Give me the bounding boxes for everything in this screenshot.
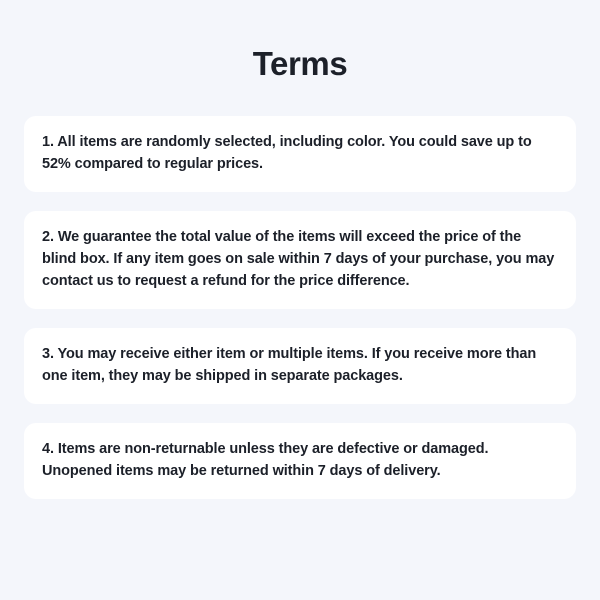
term-text: 3. You may receive either item or multiple items. If you receive more than one item, they may be shipped in separate packages. — [42, 345, 537, 384]
term-card-2 — [24, 211, 576, 309]
term-text: 1. All items are randomly selected, including color. You could save up to 52% compared to regular prices. — [42, 133, 532, 172]
term-card-3 — [24, 328, 576, 404]
term-text: 4. Items are non-returnable unless they are defective or damaged. Unopened items may be returned within 7 days of delivery. — [42, 440, 489, 479]
term-text: 2. We guarantee the total value of the items will exceed the price of the blind box. If any item goes on sale within 7 days of your purchase, you may contact us to request a refund for the price difference. — [42, 228, 555, 289]
term-card-1 — [24, 116, 576, 192]
terms-list — [24, 116, 576, 499]
page-title: Terms — [252, 45, 348, 82]
term-card-4 — [24, 423, 576, 499]
